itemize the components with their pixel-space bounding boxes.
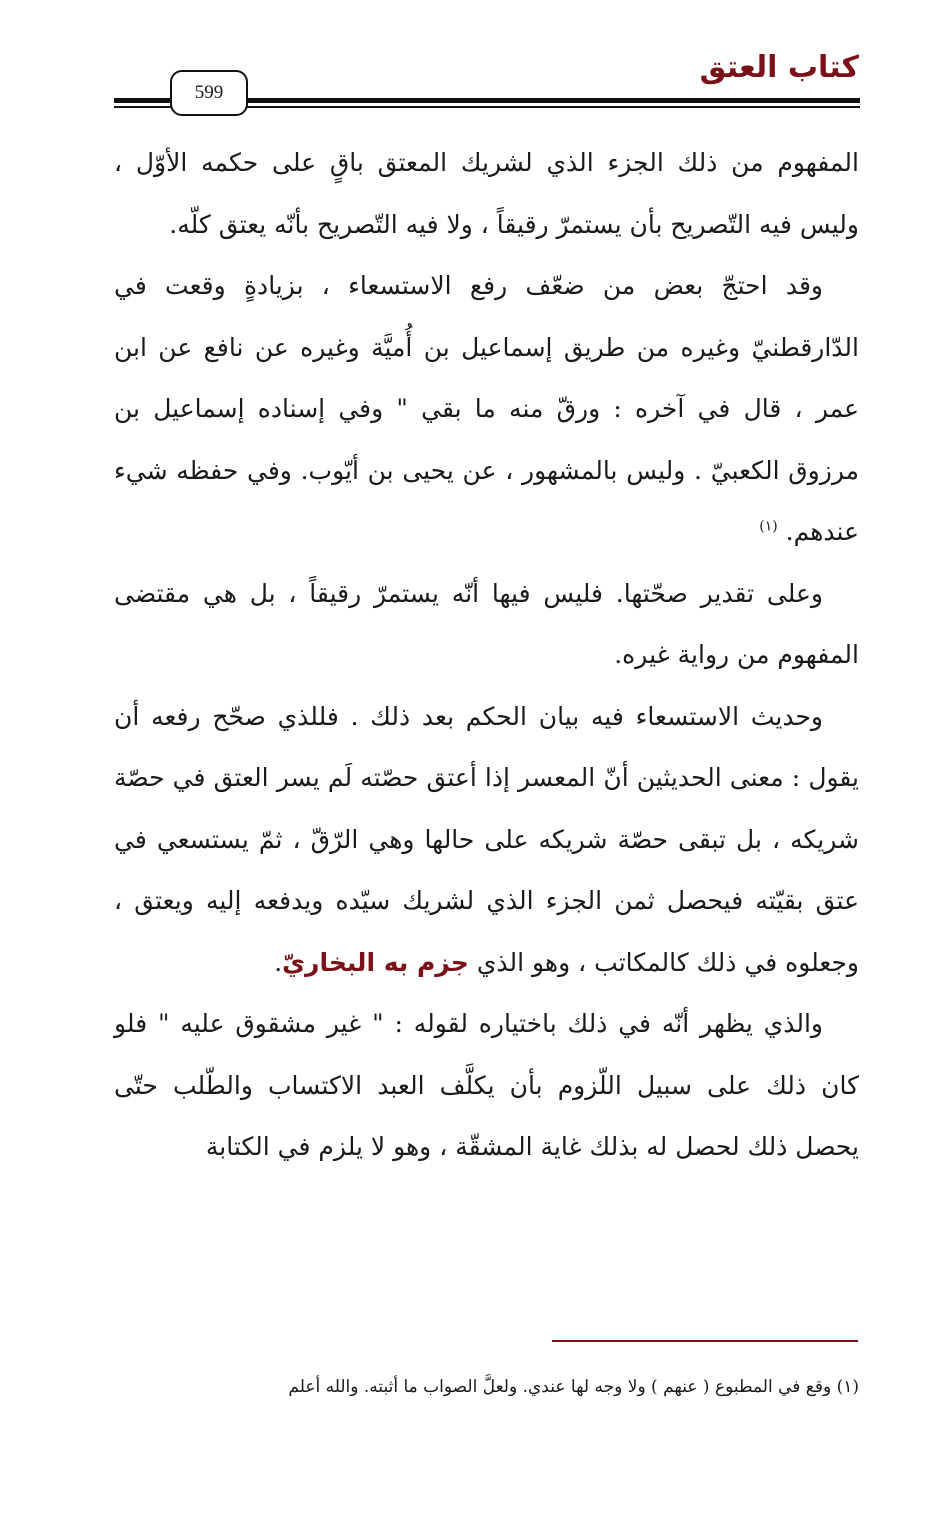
- paragraph-tail: .: [274, 947, 283, 977]
- paragraph-text: وحديث الاستسعاء فيه بيان الحكم بعد ذلك . فللذي صحّح رفعه أن يقول : معنى الحديثين أنّ المعسر إذا أعتق حصّته لَم يسر العتق في حصّة شريكه ، بل تبقى حصّة شريكه على حالها وهي الرّقّ ، ثمّ يستسعي في عتق بقيّته فيحصل ثمن الجزء الذي لشريك سيّده ويدفعه إليه ويعتق ، وجعلوه في ذلك كالمكاتب ، وهو الذي: [114, 701, 859, 977]
- paragraph-text: والذي يظهر أنّه في ذلك باختياره لقوله : " غير مشقوق عليه " فلو كان ذلك على سبيل اللّزوم بأن يكلَّف العبد الاكتساب والطّلب حتّى يحصل ذلك لحصل له بذلك غاية المشقّة ، وهو لا يلزم في الكتابة: [114, 1009, 859, 1161]
- highlighted-phrase: جزم به البخاريّ: [282, 947, 469, 977]
- running-header-title: كتاب العتق: [699, 50, 859, 85]
- footnote-divider: [552, 1340, 858, 1342]
- paragraph-text: وعلى تقدير صحّتها. فليس فيها أنّه يستمرّ رقيقاً ، بل هي مقتضى المفهوم من رواية غيره.: [114, 578, 859, 669]
- paragraph-3: [114, 563, 859, 686]
- page-number: 599: [194, 82, 224, 103]
- paragraph-1: [114, 132, 859, 255]
- paragraph-2: [114, 255, 859, 563]
- footnote-reference[interactable]: (١): [759, 518, 778, 535]
- body-text: [114, 132, 859, 1178]
- paragraph-5: [114, 993, 859, 1178]
- page-number-badge: [170, 70, 248, 116]
- footnote: (١) وقع في المطبوع ( عنهم ) ولا وجه لها عندي. ولعلَّ الصواب ما أثبته. والله أعلم: [288, 1377, 859, 1397]
- paragraph-4: [114, 686, 859, 994]
- paragraph-text: المفهوم من ذلك الجزء الذي لشريك المعتق باقٍ على حكمه الأوّل ، وليس فيه التّصريح بأن يستمرّ رقيقاً ، ولا فيه التّصريح بأنّه يعتق كلّه.: [114, 148, 859, 239]
- paragraph-text: وقد احتجّ بعض من ضعّف رفع الاستسعاء ، بزيادةٍ وقعت في الدّارقطنيّ وغيره من طريق إسماعيل بن أُميَّة وغيره عن نافع عن ابن عمر ، قال في آخره : ورقّ منه ما بقي " وفي إسناده إسماعيل بن مرزوق الكعبيّ . وليس بالمشهور ، عن يحيى بن أيّوب. وفي حفظه شيء عندهم.: [114, 271, 859, 546]
